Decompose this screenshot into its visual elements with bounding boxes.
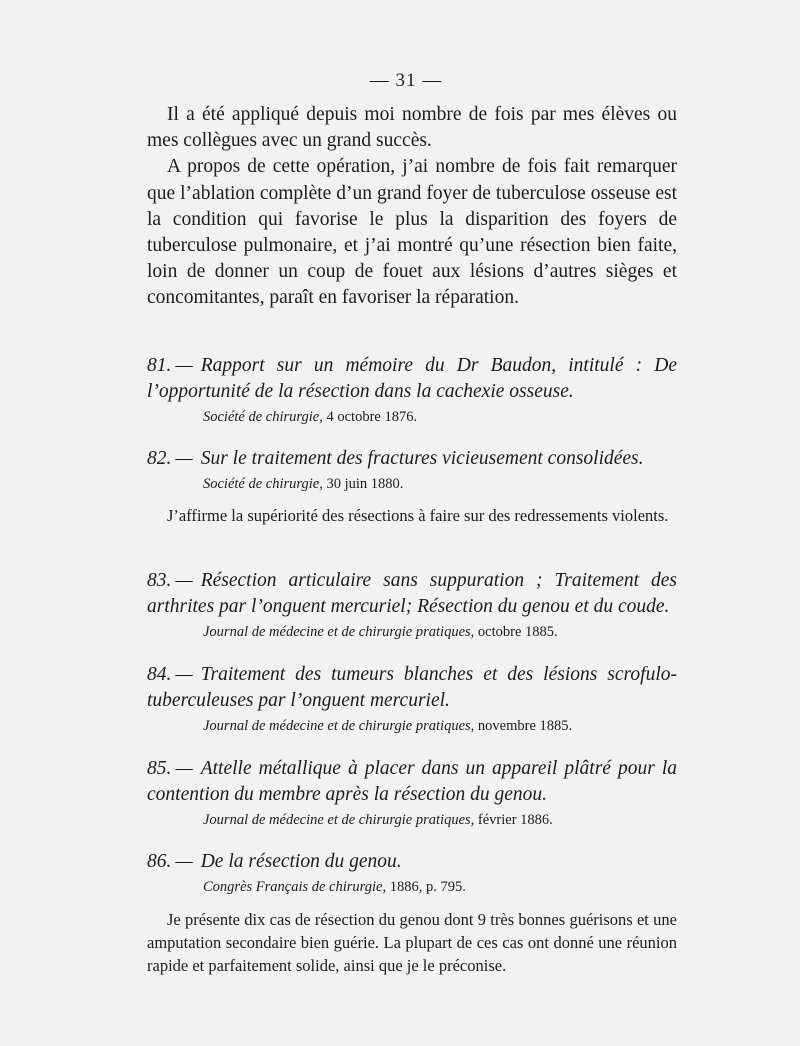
- source-date: novembre 1885.: [477, 718, 573, 734]
- entry-title: Résection articulaire sans suppuration ; Traitement des arthrites par l’onguent mercuriel; Résection du genou et du coude.: [147, 570, 677, 617]
- entry-dash: —: [175, 355, 193, 376]
- entry-dash: —: [175, 758, 193, 779]
- entry-dash: —: [175, 664, 193, 685]
- entry-dash: —: [175, 448, 193, 469]
- source-journal: Société de chirurgie,: [203, 409, 323, 425]
- bibliography-entry-85: [147, 756, 677, 831]
- entry-title: Attelle métallique à placer dans un appareil plâtré pour la contention du membre après la résection du genou.: [147, 758, 677, 805]
- entry-note: Je présente dix cas de résection du genou dont 9 très bonnes guérisons et une amputation secondaire bien guérie. La plupart de ces cas ont donné une réunion rapide et parfaitement solide, ainsi que je le préconise.: [147, 910, 677, 975]
- entry-title: Rapport sur un mémoire du Dr Baudon, intitulé : De l’opportunité de la résection dans la cachexie osseuse.: [147, 355, 677, 402]
- entry-source: [147, 715, 677, 737]
- source-date: octobre 1885.: [477, 624, 558, 640]
- entry-source: [147, 473, 677, 495]
- entry-dash: —: [175, 851, 193, 872]
- bibliography-entry-86: [147, 849, 677, 977]
- entry-number: 83.: [147, 570, 172, 591]
- entry-number: 86.: [147, 851, 172, 872]
- bibliography-entry-81: [147, 353, 677, 428]
- source-journal: Journal de médecine et de chirurgie pratiques,: [203, 624, 475, 640]
- entry-number: 84.: [147, 664, 172, 685]
- entry-title: Traitement des tumeurs blanches et des lésions scrofulo-tuberculeuses par l’onguent mercuriel.: [147, 664, 677, 711]
- source-date: février 1886.: [477, 812, 553, 828]
- source-date: 1886, p. 795.: [389, 879, 466, 895]
- entry-title: De la résection du genou.: [200, 851, 402, 872]
- bibliography-entry-83: [147, 568, 677, 643]
- intro-text: [147, 102, 677, 312]
- entry-number: 82.: [147, 448, 172, 469]
- entry-source: [147, 406, 677, 428]
- entry-title: Sur le traitement des fractures vicieusement consolidées.: [200, 448, 644, 469]
- source-journal: Journal de médecine et de chirurgie pratiques,: [203, 718, 475, 734]
- source-date: 30 juin 1880.: [326, 476, 404, 492]
- source-journal: Société de chirurgie,: [203, 476, 323, 492]
- intro-paragraph-2: A propos de cette opération, j’ai nombre de fois fait remarquer que l’ablation complète d’un grand foyer de tuberculose osseuse est la condition qui favorise le plus la disparition des foyers de tuberculose pulmonaire, et j’ai montré qu’une résection bien faite, loin de donner un coup de fouet aux lésions d’autres sièges et concomitantes, paraît en favoriser la réparation.: [147, 156, 677, 309]
- entry-number: 85.: [147, 758, 172, 779]
- source-date: 4 octobre 1876.: [326, 409, 418, 425]
- source-journal: Congrès Français de chirurgie,: [203, 879, 387, 895]
- intro-paragraph-1: Il a été appliqué depuis moi nombre de fois par mes élèves ou mes collègues avec un grand succès.: [147, 104, 677, 152]
- bibliography-entry-82: [147, 446, 677, 527]
- bibliography-entry-84: [147, 662, 677, 737]
- entry-dash: —: [175, 570, 193, 591]
- entry-source: [147, 876, 677, 898]
- source-journal: Journal de médecine et de chirurgie pratiques,: [203, 812, 475, 828]
- entry-number: 81.: [147, 355, 172, 376]
- entry-note: J’affirme la supériorité des résections à faire sur des redressements violents.: [167, 506, 669, 525]
- entry-source: [147, 809, 677, 831]
- entry-source: [147, 621, 677, 643]
- page-number: — 31 —: [369, 70, 443, 91]
